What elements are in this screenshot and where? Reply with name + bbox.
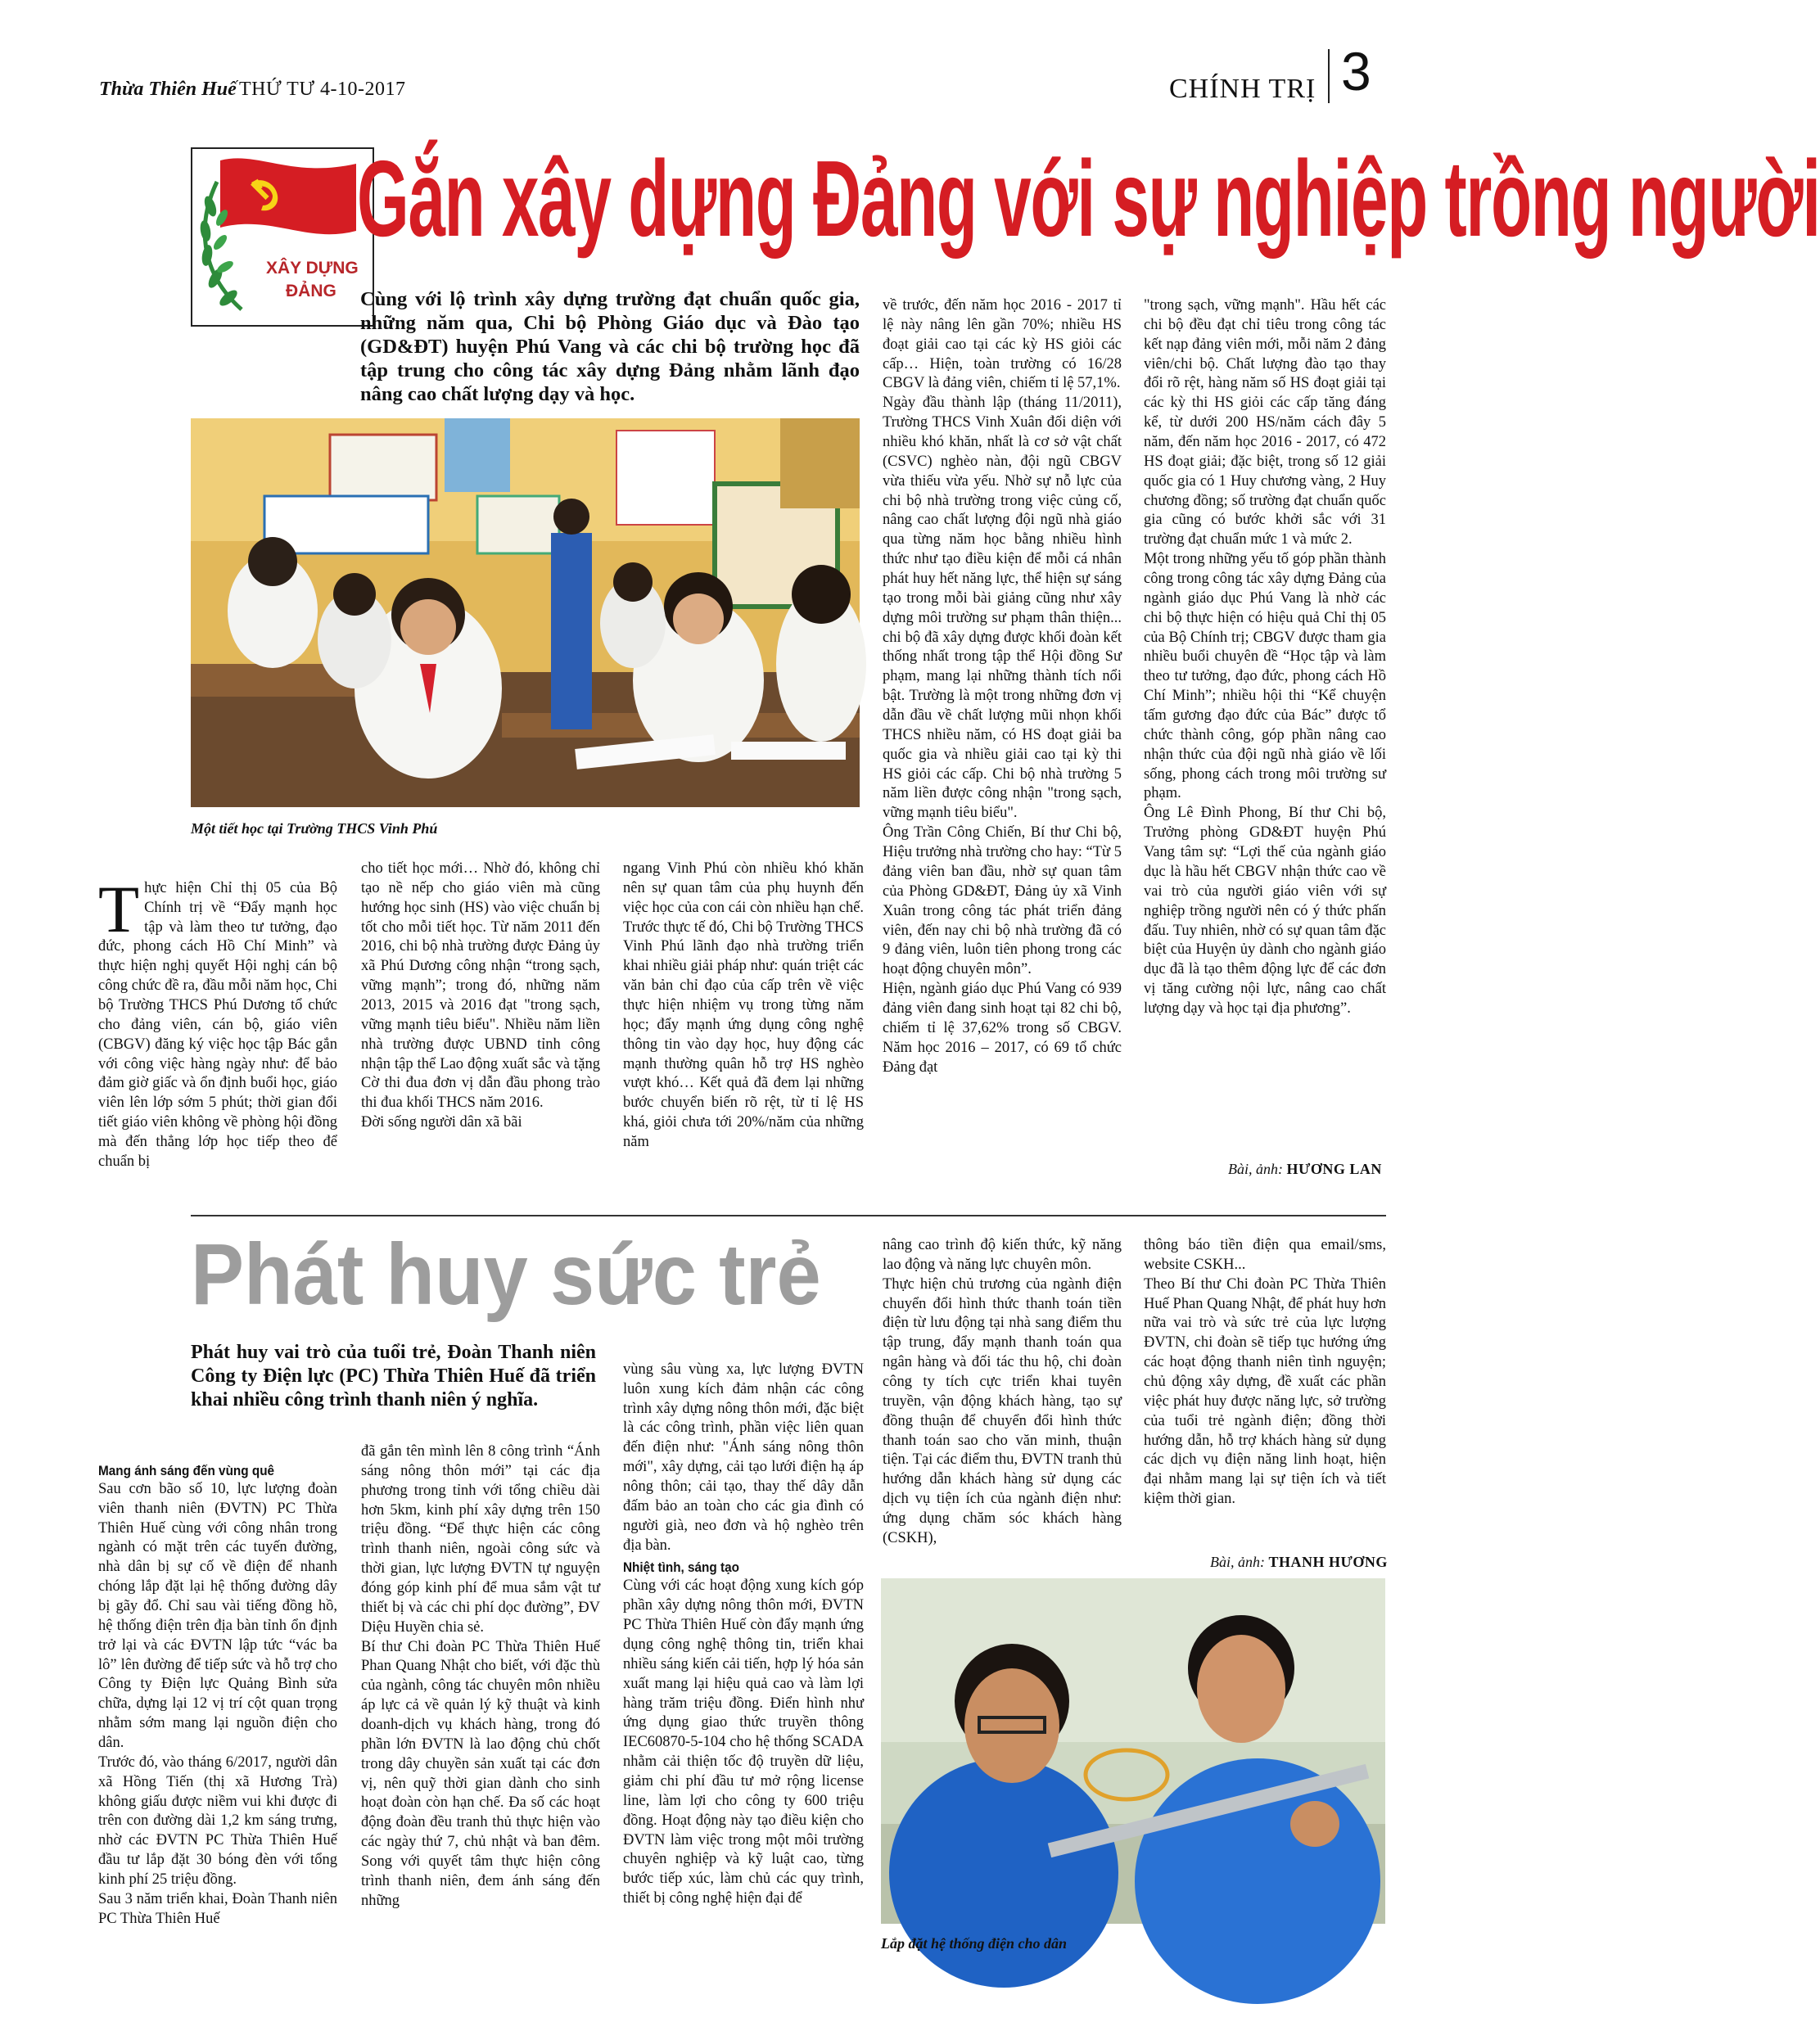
logo-text-line1: XÂY DỰNG: [266, 259, 359, 278]
masthead-divider: [1328, 49, 1330, 103]
section-title: CHÍNH TRỊ: [1169, 74, 1316, 104]
article2-column-4: nâng cao trình độ kiến thức, kỹ năng lao động và năng lực chuyên môn. Thực hiện chủ trương của ngành điện chuyển đổi hình thức thanh toán tiền điện từ lưu động tại nhà sang điểm thu tập trung, đẩy mạnh thanh toán qua ngân hàng và đối tác thu hộ, chi đoàn công ty tích cực triển khai tuyên truyền, vận động khách hàng, tạo sự đồng thuận để chuyển đổi hình thức thanh toán sao cho văn minh, thuận tiện. Tại các điểm thu, ĐVTN tranh thủ hướng dẫn khách hàng sử dụng các dịch vụ tiện ích của ngành điện như: ứng dụng chăm sóc khách hàng (CSKH),: [883, 1237, 1122, 1546]
article2-col3a-text: vùng sâu vùng xa, lực lượng ĐVTN luôn xung kích đảm nhận các công trình xây dựng nông thôn mới, đặc biệt là các công trình, phần việc liên quan đến điện như: "Ánh sáng nông thôn mới", xây dựng, cải tạo lưới điện hạ áp nông thôn; cải tạo, thay thế dây dẫn đấm bảo an toàn cho các gia đình có người già, neo đơn và hộ nghèo trên địa bàn.: [623, 1361, 864, 1554]
article2-col1-text: Sau cơn bão số 10, lực lượng đoàn viên thanh niên (ĐVTN) PC Thừa Thiên Huế cùng với công nhân trong ngành có mặt trên các tuyến đường, nhà dân bị sự cố về điện để nhanh chóng lắp đặt lại hệ thống đường dây bị gãy đổ. Chỉ sau vài tiếng đồng hồ, hệ thống điện trên địa bàn tỉnh ổn định trở lại và các ĐVTN lập tức “vác ba lô” lên đường để tiếp sức và hỗ trợ cho Công ty Điện lực Quảng Bình sửa chữa, dựng lại 12 vị trí cột quan trọng nhằm sớm mang lại nguồn điện cho dân. Trước đó, vào tháng 6/2017, người dân xã Hồng Tiến (thị xã Hương Trà) không giấu được niềm vui khi được đi trên con đường dài 1,2 km sáng trưng, nhờ các ĐVTN PC Thừa Thiên Huế đầu tư lắp đặt 30 bóng đèn với tổng kinh phí 25 triệu đồng. Sau 3 năm triển khai, Đoàn Thanh niên PC Thừa Thiên Huế: [98, 1480, 337, 1927]
article-separator: [191, 1215, 1386, 1216]
article2-column-1: [98, 1442, 337, 1929]
article2-byline: [1210, 1554, 1388, 1571]
article1-column-5: "trong sạch, vững mạnh". Hầu hết các chi bộ đều đạt chỉ tiêu trong công tác kết nạp đảng viên mới, mỗi năm 2 đảng viên/chi bộ. Chất lượng đào tạo thay đổi rõ rệt, hàng năm số HS đoạt giải tại các kỳ thi HS giỏi các cấp tăng đáng kể, từ dưới 200 HS/năm cách đây 5 năm, đến năm học 2016 - 2017, có 472 HS đoạt giải; đặc biệt, trong số 12 giải quốc gia có 1 Huy chương vàng, 2 Huy chương đồng; số trường đạt chuẩn quốc gia cũng có bước khởi sắc với 31 trường đạt chuẩn mức 1 và mức 2. Một trong những yếu tố góp phần thành công trong công tác xây dựng Đảng của ngành giáo dục Phú Vang là nhờ các chi bộ thực hiện có hiệu quả Chỉ thị 05 của Bộ Chính trị; CBGV được tham gia nhiều buổi chuyên đề “Học tập và làm theo tư tưởng, đạo đức, phong cách Hồ Chí Minh”; nhiều hội thi “Kể chuyện tấm gương đạo đức của Bác” được tổ chức thành công, góp phần nâng cao nhận thức của đội ngũ nhà giáo về lối sống, phong cách trong môi trường sư phạm. Ông Lê Đình Phong, Bí thư Chi bộ, Trưởng phòng GD&ĐT huyện Phú Vang tâm sự: “Lợi thế của ngành giáo dục là hầu hết CBGV nhận thức cao về vai trò của người giáo viên với sự nghiệp trồng người nên có ý thức phấn đấu. Tuy nhiên, nhờ có sự quan tâm đặc biệt của Huyện ủy dành cho ngành giáo dục đã là tạo thêm động lực để các đơn vị tăng cường nội lực, nâng cao chất lượng dạy và học tại địa phương”.: [1144, 297, 1386, 1017]
article2-lede: Phát huy vai trò của tuổi trẻ, Đoàn Thanh niên Công ty Điện lực (PC) Thừa Thiên Huế đã triển khai nhiều công trình thanh niên ý nghĩa.: [191, 1342, 596, 1410]
party-building-logo: [191, 147, 374, 327]
article2-byline-author: THANH HƯƠNG: [1268, 1554, 1388, 1570]
article2-headline: Phát huy sức trẻ: [191, 1226, 821, 1323]
article2-subhead-2: Nhiệt tình, sáng tạo: [623, 1559, 739, 1576]
article1-column-4: về trước, đến năm học 2016 - 2017 tỉ lệ này nâng lên gần 70%; nhiều HS đoạt giải cao tại các kỳ HS giỏi các cấp… Hiện, toàn trường có 16/28 CBGV là đảng viên, chiếm tỉ lệ 57,1%. Ngày đầu thành lập (tháng 11/2011), Trường THCS Vinh Xuân đối diện với nhiều khó khăn, nhất là cơ sở vật chất (CSVC) nghèo nàn, đội ngũ CBGV vừa thiếu vừa yếu. Nhờ sự nỗ lực của chi bộ nhà trường trong việc củng cố, nâng cao chất lượng đội ngũ nhà giáo qua từng năm học bằng nhiều hình thức như tạo điều kiện để mỗi cá nhân phát huy hết năng lực, thể hiện sự sáng tạo trong mỗi bài giảng cũng như xây dựng môi trường sư phạm thân thiện... chi bộ đã xây dựng được khối đoàn kết thống nhất trong tập thể Hội đồng Sư phạm, mang lại những thành tích nổi bật. Trường là một trong những đơn vị dẫn đầu về chất lượng mũi nhọn khối THCS nhiều năm, có HS đoạt giải ba quốc gia và nhiều giải cao tại kỳ thi HS giỏi các cấp. Chi bộ nhà trường 5 năm liền được công nhận "trong sạch, vững mạnh tiêu biểu". Ông Trần Công Chiến, Bí thư Chi bộ, Hiệu trưởng nhà trường cho hay: “Từ 5 đảng viên ban đầu, nhờ sự quan tâm của Phòng GD&ĐT, Đảng ủy xã Vinh Xuân trong công tác phát triển đảng viên, đến nay chi bộ nhà trường đã có 9 đảng viên, luôn tiên phong trong các hoạt động chuyên môn”. Hiện, ngành giáo dục Phú Vang có 939 đảng viên đang sinh hoạt tại 82 chi bộ, chiếm tỉ lệ 37,62% trong số CBGV. Năm học 2016 – 2017, có 69 tổ chức Đảng đạt: [883, 297, 1122, 1076]
article1-column-1: [98, 860, 337, 1172]
article1-column-3: ngang Vinh Phú còn nhiều khó khăn nên sự quan tâm của phụ huynh đến việc học của con cái còn nhiều hạn chế. Trước thực tế đó, Chi bộ Trường THCS Vinh Phú lãnh đạo nhà trường triển khai nhiều giải pháp như: quán triệt các văn bản chỉ đạo của cấp trên về việc thực hiện nhiệm vụ trong từng năm học; đẩy mạnh ứng dụng công nghệ thông tin vào dạy học, huy động các mạnh thường quân hỗ trợ HS nghèo vượt khó… Kết quả đã đem lại những bước chuyển biến rõ rệt, từ tỉ lệ HS khá, giỏi chưa tới 20%/năm của những năm: [623, 860, 864, 1151]
article1-column-2: cho tiết học mới… Nhờ đó, không chỉ tạo nề nếp cho giáo viên mà cũng hướng học sinh (HS) vào việc chuẩn bị tốt cho mỗi tiết học. Từ năm 2011 đến 2016, chi bộ nhà trường được Đảng ủy xã Phú Dương công nhận “trong sạch, vững mạnh”; trong đó, những năm 2013, 2015 và 2016 đạt "trong sạch, vững mạnh tiêu biểu". Nhiều năm liền nhà trường được UBND tỉnh công nhận tập thể Lao động xuất sắc và tặng Cờ thi đua đơn vị dẫn đầu phong trào thi đua khối THCS năm 2016. Đời sống người dân xã bãi: [361, 860, 600, 1131]
logo-text-line2: ĐẢNG: [286, 282, 336, 300]
article1-dropcap: T: [98, 871, 140, 946]
article1-headline: Gắn xây dựng Đảng với sự nghiệp trồng người: [357, 138, 1820, 259]
article2-column-2: đã gắn tên mình lên 8 công trình “Ánh sáng nông thôn mới” tại các địa phương trong tỉnh với tổng chiều dài hơn 5km, kinh phí xây dựng trên 150 triệu đồng. “Để thực hiện các công trình thanh niên, ngoài công sức và thời gian, lực lượng ĐVTN tự nguyện đóng góp kinh phí để mua sắm vật tư thiết bị và các chi phí dọc đường”, ĐV Diệu Huyền chia sẻ. Bí thư Chi đoàn PC Thừa Thiên Huế Phan Quang Nhật cho biết, với đặc thù của ngành, công tác chuyên môn nhiều áp lực cả về quản lý kỹ thuật và kinh doanh-dịch vụ khách hàng, trong đó phần lớn ĐVTN là lao động chủ chốt trong dây chuyền sản xuất tại các đơn vị, nên quỹ thời gian dành cho sinh hoạt đoàn còn hạn chế. Đa số các hoạt động đoàn đều tranh thủ thực hiện vào các ngày thứ 7, chủ nhật và ban đêm. Song với quyết tâm thực hiện công trình thanh niên, đem ánh sáng đến những: [361, 1443, 600, 1909]
article2-column-5: thông báo tiền điện qua email/sms, website CSKH... Theo Bí thư Chi đoàn PC Thừa Thiên Huế Phan Quang Nhật, để phát huy hơn nữa vai trò và sức trẻ của lực lượng ĐVTN, chi đoàn sẽ tiếp tục hướng ứng các hoạt động thanh niên tình nguyện; chủ động xây dựng, đề xuất các phần việc phát huy được năng lực, sở trường của tuổi trẻ ngành điện; đồng thời hướng dẫn, hỗ trợ khách hàng sử dụng các dịch vụ điện năng linh hoạt, hiện đại nhằm mang lại sự tiện ích và tiết kiệm thời gian.: [1144, 1237, 1386, 1508]
article2-byline-label: Bài, ảnh:: [1210, 1554, 1265, 1570]
article1-byline-label: Bài, ảnh:: [1228, 1161, 1283, 1177]
article2-photo-caption: Lắp đặt hệ thống điện cho dân: [881, 1935, 1068, 1952]
article1-lede: Cùng với lộ trình xây dựng trường đạt chuẩn quốc gia, những năm qua, Chi bộ Phòng Giáo dục và Đào tạo (GD&ĐT) huyện Phú Vang và các chi bộ trường học đã tập trung cho công tác xây dựng Đảng nhằm lãnh đạo nâng cao chất lượng dạy và học.: [360, 288, 860, 405]
article1-photo-caption: Một tiết học tại Trường THCS Vinh Phú: [191, 820, 438, 837]
article2-column-3: [623, 1341, 864, 1909]
newspaper-name: Thừa Thiên Huế: [99, 79, 237, 100]
electricians-photo: [881, 1578, 1385, 1924]
article2-subhead-1: Mang ánh sáng đến vùng quê: [98, 1462, 275, 1478]
issue-date: THỨ TƯ 4-10-2017: [239, 79, 406, 100]
page-number: 3: [1341, 41, 1371, 102]
party-flag-icon: [192, 149, 373, 325]
classroom-photo: [191, 418, 860, 807]
article1-col1-text: hực hiện Chỉ thị 05 của Bộ Chính trị về “Đẩy mạnh học tập và làm theo tư tưởng, đạo đức, phong cách Hồ Chí Minh” và thực hiện nghị quyết Hội nghị cán bộ công chức đề ra, đầu mỗi năm học, Chi bộ Trường THCS Phú Dương tổ chức cho đảng viên, cán bộ, giáo viên (CBGV) đăng ký việc học tập Bác gắn với công việc hàng ngày như: để bảo đảm giờ giấc và ổn định buổi học, giáo viên lên lớp sớm 5 phút; thời gian đổi tiết giáo viên không về phòng hội đồng mà đến thẳng lớp học tiếp theo để chuẩn bị: [98, 879, 337, 1170]
article1-byline: [1228, 1161, 1382, 1178]
article2-col3b-text: Cùng với các hoạt động xung kích góp phần xây dựng nông thôn mới, ĐVTN PC Thừa Thiên Huế còn đẩy mạnh ứng dụng công nghệ thông tin, triển khai nhiều sáng kiến cải tiến, hợp lý hóa sản xuất mang lại hiệu quả cao và làm lợi hàng trăm triệu đồng. Điển hình như ứng dụng giao thức truyền thông IEC60870-5-104 cho hệ thống SCADA nhằm cải thiện tốc độ truyền dữ liệu, giảm chi phí đầu tư mở rộng license line, làm lợi cho công ty 600 triệu đồng. Hoạt động này tạo điều kiện cho ĐVTN làm việc trong một môi trường chuyên nghiệp và kỹ luật cao, từng bước tiếp xúc, làm chủ các quy trình, thiết bị công nghệ hiện đại để: [623, 1577, 864, 1907]
article1-byline-author: HƯƠNG LAN: [1286, 1161, 1382, 1177]
